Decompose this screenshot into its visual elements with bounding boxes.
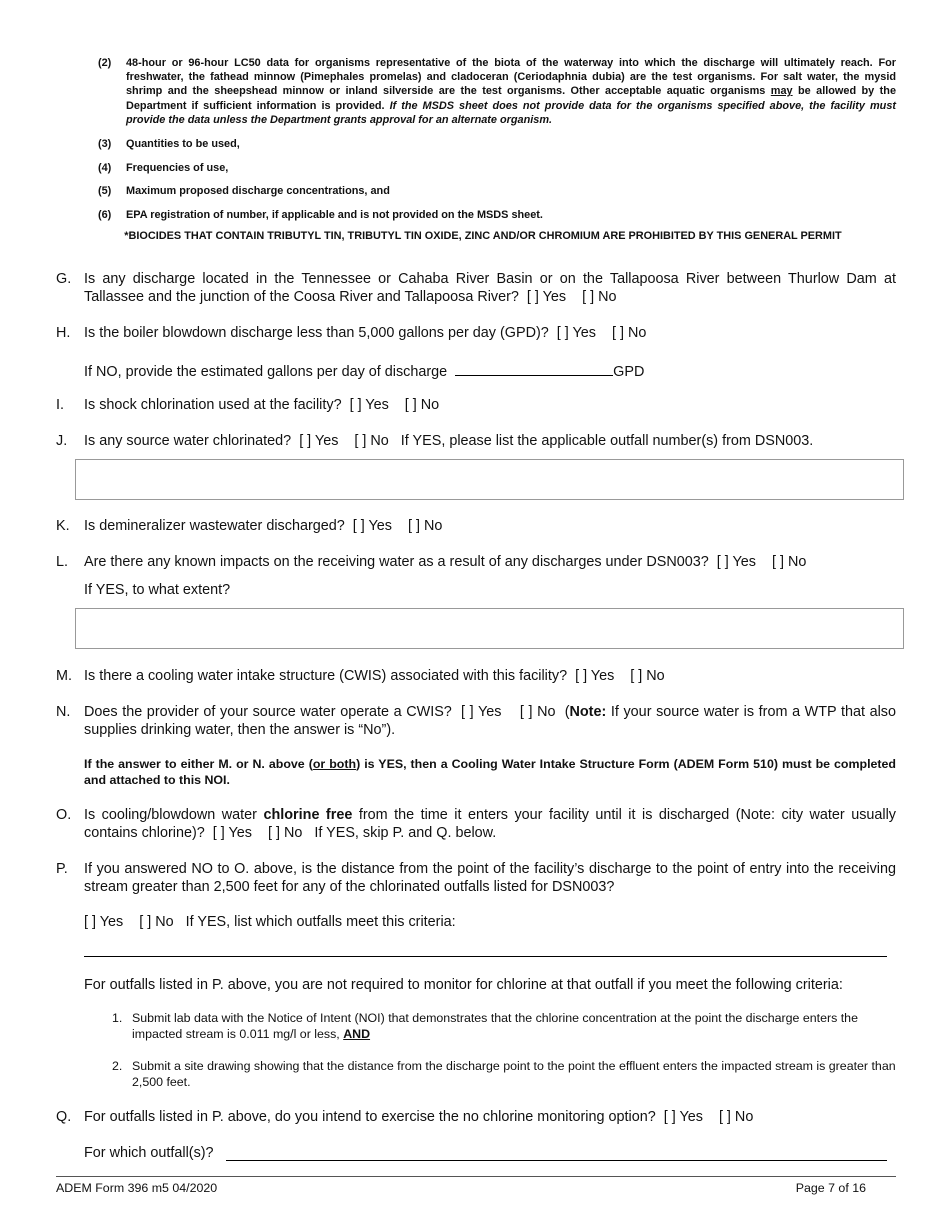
- question-p: [56, 861, 896, 896]
- and-bold: AND: [343, 1026, 371, 1041]
- no-checkbox[interactable]: [ ] No: [407, 518, 443, 534]
- footer-page-number: Page 7 of 16: [795, 1181, 866, 1195]
- question-i: [56, 397, 896, 415]
- yes-checkbox[interactable]: [ ] Yes: [84, 914, 124, 930]
- criterion-text: Submit a site drawing showing that the distance from the discharge point to the point the effluent enters the impacted stream is greater than 2,500 feet.: [132, 1059, 896, 1089]
- question-m: [56, 668, 896, 686]
- or-both-underlined: or both: [312, 757, 357, 771]
- question-text: Does the provider of your source water operate a CWIS?: [84, 704, 452, 720]
- question-text: Is there a cooling water intake structure (CWIS) associated with this facility?: [84, 668, 568, 684]
- sub-item-3: [98, 137, 896, 151]
- sub-item-text-after: be allowed by the Department if sufficient information is provided.: [126, 85, 896, 112]
- criterion-2: [112, 1059, 896, 1090]
- sub-item-number: (5): [98, 185, 112, 197]
- question-k: [56, 518, 896, 536]
- footer-rule: [56, 1176, 896, 1177]
- yes-checkbox[interactable]: [ ] Yes: [556, 325, 596, 341]
- sub-item-text: Maximum proposed discharge concentrations, and: [126, 185, 390, 197]
- no-checkbox[interactable]: [ ] No: [718, 1109, 754, 1125]
- question-label: O.: [56, 807, 72, 823]
- impact-extent-label: If YES, to what extent?: [84, 582, 231, 598]
- question-label: M.: [56, 668, 72, 684]
- question-label: L.: [56, 554, 69, 570]
- sub-item-number: (6): [98, 209, 112, 221]
- no-checkbox[interactable]: [ ] No: [519, 704, 556, 720]
- question-text: Is demineralizer wastewater discharged?: [84, 518, 345, 534]
- question-q: [56, 1109, 896, 1127]
- yes-checkbox[interactable]: [ ] Yes: [212, 824, 253, 841]
- yes-checkbox[interactable]: [ ] Yes: [575, 668, 615, 684]
- question-text: Is the boiler blowdown discharge less than 5,000 gallons per day (GPD)?: [84, 325, 549, 341]
- criteria-intro: For outfalls listed in P. above, you are not required to monitor for chlorine at that outfall if you meet the following criteria:: [84, 977, 843, 993]
- impact-extent-textbox[interactable]: [75, 608, 904, 649]
- sub-item-5: [98, 184, 896, 198]
- question-n: N. Does the provider of your source water operate a CWIS? [ ] Yes [ ] No (Note: If your source water is from a WTP that also supplies drinking water, then the answer is “No”).: [56, 704, 896, 738]
- sub-item-number: (4): [98, 162, 112, 174]
- yes-checkbox[interactable]: [ ] Yes: [349, 397, 389, 413]
- question-label: Q.: [56, 1109, 72, 1125]
- gpd-estimate-label: If NO, provide the estimated gallons per day of discharge: [84, 364, 448, 380]
- outfall-criteria-line[interactable]: [84, 956, 887, 957]
- biocide-prohibition-note: *BIOCIDES THAT CONTAIN TRIBUTYL TIN, TRIBUTYL TIN OXIDE, ZINC AND/OR CHROMIUM ARE PROHIBITED BY THIS GENERAL PERMIT: [124, 230, 842, 242]
- gpd-estimate-row: [84, 361, 896, 382]
- question-h: [56, 325, 896, 343]
- yes-checkbox[interactable]: [ ] Yes: [352, 518, 392, 534]
- question-label: N.: [56, 704, 71, 720]
- question-text: Is shock chlorination used at the facility?: [84, 397, 342, 413]
- note-label: Note:: [569, 704, 607, 720]
- which-outfalls-label: For which outfall(s)?: [84, 1145, 214, 1161]
- question-p-answer-row: [84, 914, 896, 932]
- no-checkbox[interactable]: [ ] No: [582, 288, 617, 305]
- note-text: If your source water is from a WTP that also supplies drinking water, then the answer is “No”).: [84, 704, 896, 738]
- no-checkbox[interactable]: [ ] No: [611, 325, 647, 341]
- yes-checkbox[interactable]: [ ] Yes: [461, 704, 502, 720]
- question-label: I.: [56, 397, 64, 413]
- criterion-number: 1.: [112, 1011, 123, 1025]
- sub-item-italic: If the MSDS sheet does not provide data for the organisms specified above, the facility must provide the data unless the Department grants approval for an alternate organism.: [126, 99, 897, 126]
- sub-item-2: [98, 56, 896, 127]
- yes-checkbox[interactable]: [ ] Yes: [299, 433, 339, 449]
- criterion-number: 2.: [112, 1059, 123, 1073]
- question-followup: If YES, please list the applicable outfall number(s) from DSN003.: [400, 433, 814, 449]
- question-text: Are there any known impacts on the receiving water as a result of any discharges under DSN003?: [84, 554, 709, 570]
- yes-checkbox[interactable]: [ ] Yes: [716, 554, 756, 570]
- question-label: H.: [56, 325, 71, 341]
- question-label: K.: [56, 518, 70, 534]
- no-checkbox[interactable]: [ ] No: [630, 668, 665, 684]
- sub-item-number: (2): [98, 57, 112, 69]
- sub-item-4: [98, 161, 896, 175]
- which-outfalls-line[interactable]: [226, 1160, 887, 1161]
- question-o: O. Is cooling/blowdown water chlorine free from the time it enters your facility until it is discharged (Note: city water usually contains chlorine)? [ ] Yes [ ] No If YES, skip P. and Q. below.: [56, 807, 897, 841]
- no-checkbox[interactable]: [ ] No: [771, 554, 807, 570]
- yes-checkbox[interactable]: [ ] Yes: [526, 288, 567, 305]
- question-j: [56, 433, 896, 451]
- no-checkbox[interactable]: [ ] No: [268, 824, 303, 841]
- criterion-text: Submit lab data with the Notice of Intent (NOI) that demonstrates that the chlorine concentration at the point the discharge enters the impacted stream is 0.011 mg/l or less,: [132, 1011, 858, 1041]
- question-g: [56, 271, 896, 306]
- gpd-estimate-field[interactable]: [455, 361, 613, 376]
- chlorine-free-bold: chlorine free: [263, 807, 353, 823]
- sub-item-6: [98, 208, 896, 222]
- question-followup: If YES, list which outfalls meet this criteria:: [185, 914, 456, 930]
- footer-form-number: ADEM Form 396 m5 04/2020: [56, 1181, 218, 1195]
- question-text: Is any source water chlorinated?: [84, 433, 292, 449]
- sub-item-number: (3): [98, 138, 112, 150]
- sub-item-text: EPA registration of number, if applicable and is not provided on the MSDS sheet.: [126, 209, 543, 221]
- question-followup: If YES, skip P. and Q. below.: [314, 824, 497, 841]
- question-text: If you answered NO to O. above, is the distance from the point of the facility’s discharge to the point of entry into the receiving stream greater than 2,500 feet for any of the chlorinated outfalls listed for DSN003?: [84, 861, 896, 895]
- question-l: [56, 554, 896, 572]
- question-text: Is any discharge located in the Tennessee or Cahaba River Basin or on the Tallapoosa River between Thurlow Dam at Tallassee and the junction of the Coosa River and Tallapoosa River?: [84, 271, 896, 305]
- sub-item-text: Frequencies of use,: [126, 162, 229, 174]
- question-label: J.: [56, 433, 68, 449]
- sub-item-text: 48-hour or 96-hour LC50 data for organisms representative of the biota of the waterway into which the discharge will ultimately reach. For freshwater, the fathead minnow (Pimephales promelas) and cladoceran (Ceriodaphnia dubia) are the test organisms. For salt water, the mysid shrimp and the sheepshead minnow or inland silverside are the test organisms. Other acceptable aquatic organisms: [126, 57, 896, 98]
- sub-item-text: Quantities to be used,: [126, 138, 240, 150]
- sub-item-underlined: may: [770, 85, 793, 98]
- yes-checkbox[interactable]: [ ] Yes: [663, 1109, 703, 1125]
- outfall-list-textbox[interactable]: [75, 459, 904, 500]
- no-checkbox[interactable]: [ ] No: [404, 397, 440, 413]
- question-label: P.: [56, 861, 68, 877]
- gpd-unit: GPD: [613, 364, 645, 380]
- no-checkbox[interactable]: [ ] No: [354, 433, 389, 449]
- question-text: For outfalls listed in P. above, do you intend to exercise the no chlorine monitoring option?: [84, 1109, 656, 1125]
- question-label: G.: [56, 271, 72, 287]
- cwis-form-requirement: If the answer to either M. or N. above (or both) is YES, then a Cooling Water Intake Structure Form (ADEM Form 510) must be completed and attached to this NOI.: [84, 757, 896, 787]
- no-checkbox[interactable]: [ ] No: [139, 914, 174, 930]
- criterion-1: [112, 1011, 896, 1042]
